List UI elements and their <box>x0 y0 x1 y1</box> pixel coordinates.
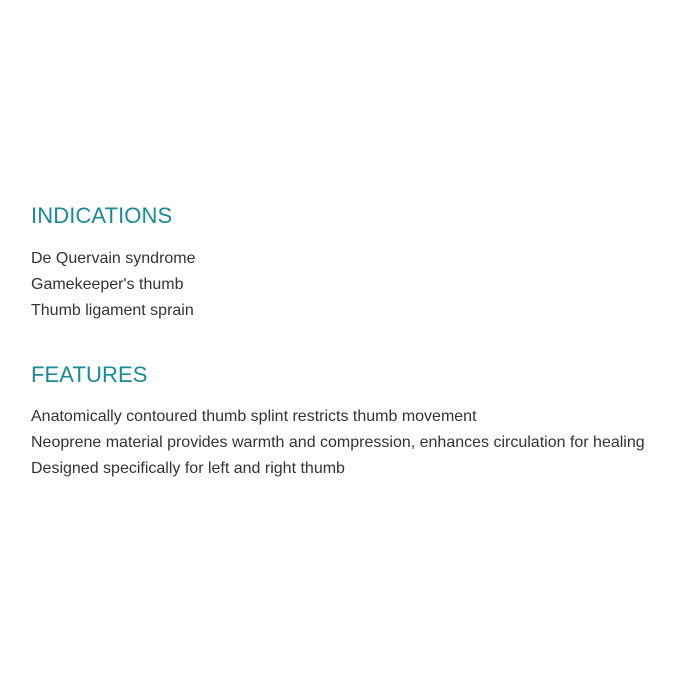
indication-item: Gamekeeper's thumb <box>31 276 184 293</box>
feature-item: Neoprene material provides warmth and compression, enhances circulation for healing <box>31 434 645 451</box>
indications-section <box>31 201 681 324</box>
feature-item: Designed specifically for left and right thumb <box>31 460 345 477</box>
features-list <box>31 404 681 482</box>
features-heading: FEATURES <box>31 362 148 387</box>
indications-heading: INDICATIONS <box>31 203 173 228</box>
feature-item: Anatomically contoured thumb splint restricts thumb movement <box>31 408 477 425</box>
indication-item: De Quervain syndrome <box>31 250 196 267</box>
indications-list <box>31 246 681 324</box>
features-section <box>31 360 681 482</box>
product-description <box>31 201 681 482</box>
indication-item: Thumb ligament sprain <box>31 302 194 319</box>
